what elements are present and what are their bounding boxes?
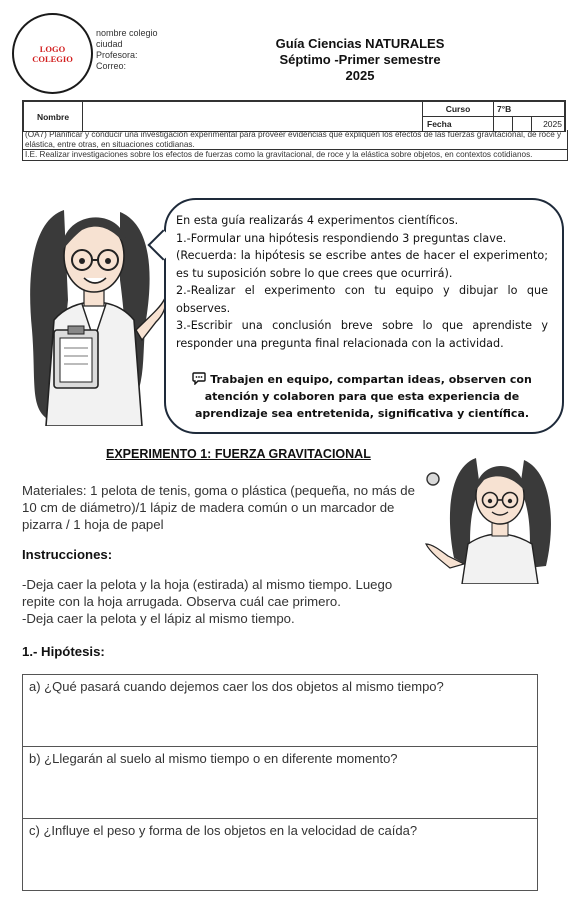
objectives-box: [22, 130, 568, 161]
table-row: [23, 747, 538, 819]
school-name: nombre colegio: [96, 28, 158, 38]
nombre-label: Nombre: [23, 101, 83, 132]
ball-icon: [427, 473, 439, 485]
fecha-year: 2025: [532, 117, 566, 132]
question-a-text: a) ¿Qué pasará cuando dejemos caer los dos objetos al mismo tiempo?: [29, 679, 444, 694]
page-title: [250, 36, 470, 84]
scientist-girl-small-illustration: [420, 448, 570, 584]
guide-step-2: 2.-Realizar el experimento con tu equipo y dibujar lo que observes.: [176, 284, 548, 315]
guide-intro: En esta guía realizarás 4 experimentos científicos.: [176, 214, 459, 227]
table-row: [23, 675, 538, 747]
logo-line-2: COLEGIO: [32, 53, 73, 64]
school-info: [96, 28, 158, 72]
question-c-text: c) ¿Influye el peso y forma de los objetos en la velocidad de caída?: [29, 823, 418, 838]
instruction-1: -Deja caer la pelota y la hoja (estirada) al mismo tiempo. Luego repite con la hoja arrugada. Observa cuál cae primero.: [22, 577, 393, 609]
fecha-label: Fecha: [423, 117, 494, 132]
instruction-2: -Deja caer la pelota y el lápiz al mismo tiempo.: [22, 611, 295, 626]
chat-bubble-icon: [192, 372, 206, 385]
logo-line-1: LOGO: [39, 43, 66, 54]
table-row: [23, 819, 538, 891]
scientist-girl-illustration: [24, 190, 172, 426]
guide-step-1: 1.-Formular una hipótesis respondiendo 3 preguntas clave.: [176, 231, 507, 245]
title-line-1: Guía Ciencias NATURALES: [275, 36, 445, 51]
title-line-2: Séptimo -Primer semestre: [279, 52, 441, 67]
hypothesis-question-a[interactable]: [23, 675, 538, 747]
school-city: ciudad: [96, 39, 123, 49]
learning-objective: (OA7) Planificar y conducir una investigación experimental para proveer evidencias que expliquen los efectos de las fuerzas gravitacional, de roce y elástica, entre otras, en situaciones cotidianas.: [25, 130, 562, 149]
nombre-field[interactable]: [83, 101, 423, 132]
hypothesis-heading: 1.- Hipótesis:: [22, 644, 105, 659]
guide-instructions: [176, 212, 548, 352]
hypothesis-question-b[interactable]: [23, 747, 538, 819]
experiment-title: EXPERIMENTO 1: FUERZA GRAVITACIONAL: [106, 447, 371, 461]
guide-step-3: 3.-Escribir una conclusión breve sobre lo que aprendiste y responder una pregunta final relacionada con la actividad.: [176, 319, 548, 350]
hypothesis-question-c[interactable]: [23, 819, 538, 891]
teamwork-note-text: Trabajen en equipo, compartan ideas, observen con atención y colaboren para que esta experiencia de aprendizaje sea entretenida, significativa y científica.: [194, 373, 532, 420]
evaluation-indicator: I.E. Realizar investigaciones sobre los efectos de fuerzas como la gravitacional, de roce y la elástica sobre objetos, en contextos cotidianos.: [23, 149, 567, 160]
materials-text: Materiales: 1 pelota de tenis, goma o plástica (pequeña, no más de 10 cm de diámetro)/1 lápiz de madera común o un marcador de pizarra / 1 hoja de papel: [22, 483, 415, 532]
question-b-text: b) ¿Llegarán al suelo al mismo tiempo o en diferente momento?: [29, 751, 398, 766]
curso-value: 7°B: [494, 101, 566, 117]
teamwork-note: [184, 371, 540, 422]
email-label: Correo:: [96, 61, 127, 71]
teacher-label: Profesora:: [96, 50, 138, 60]
curso-label: Curso: [423, 101, 494, 117]
guide-step-1-note: (Recuerda: la hipótesis se escribe antes de hacer el experimento; es tu suposición sobre lo que crees que ocurrirá).: [176, 249, 548, 280]
student-info-table: [22, 100, 566, 132]
hypothesis-table: [22, 674, 538, 891]
title-line-3: 2025: [345, 68, 375, 83]
instructions-heading: Instrucciones:: [22, 547, 113, 562]
school-logo: [12, 13, 93, 94]
